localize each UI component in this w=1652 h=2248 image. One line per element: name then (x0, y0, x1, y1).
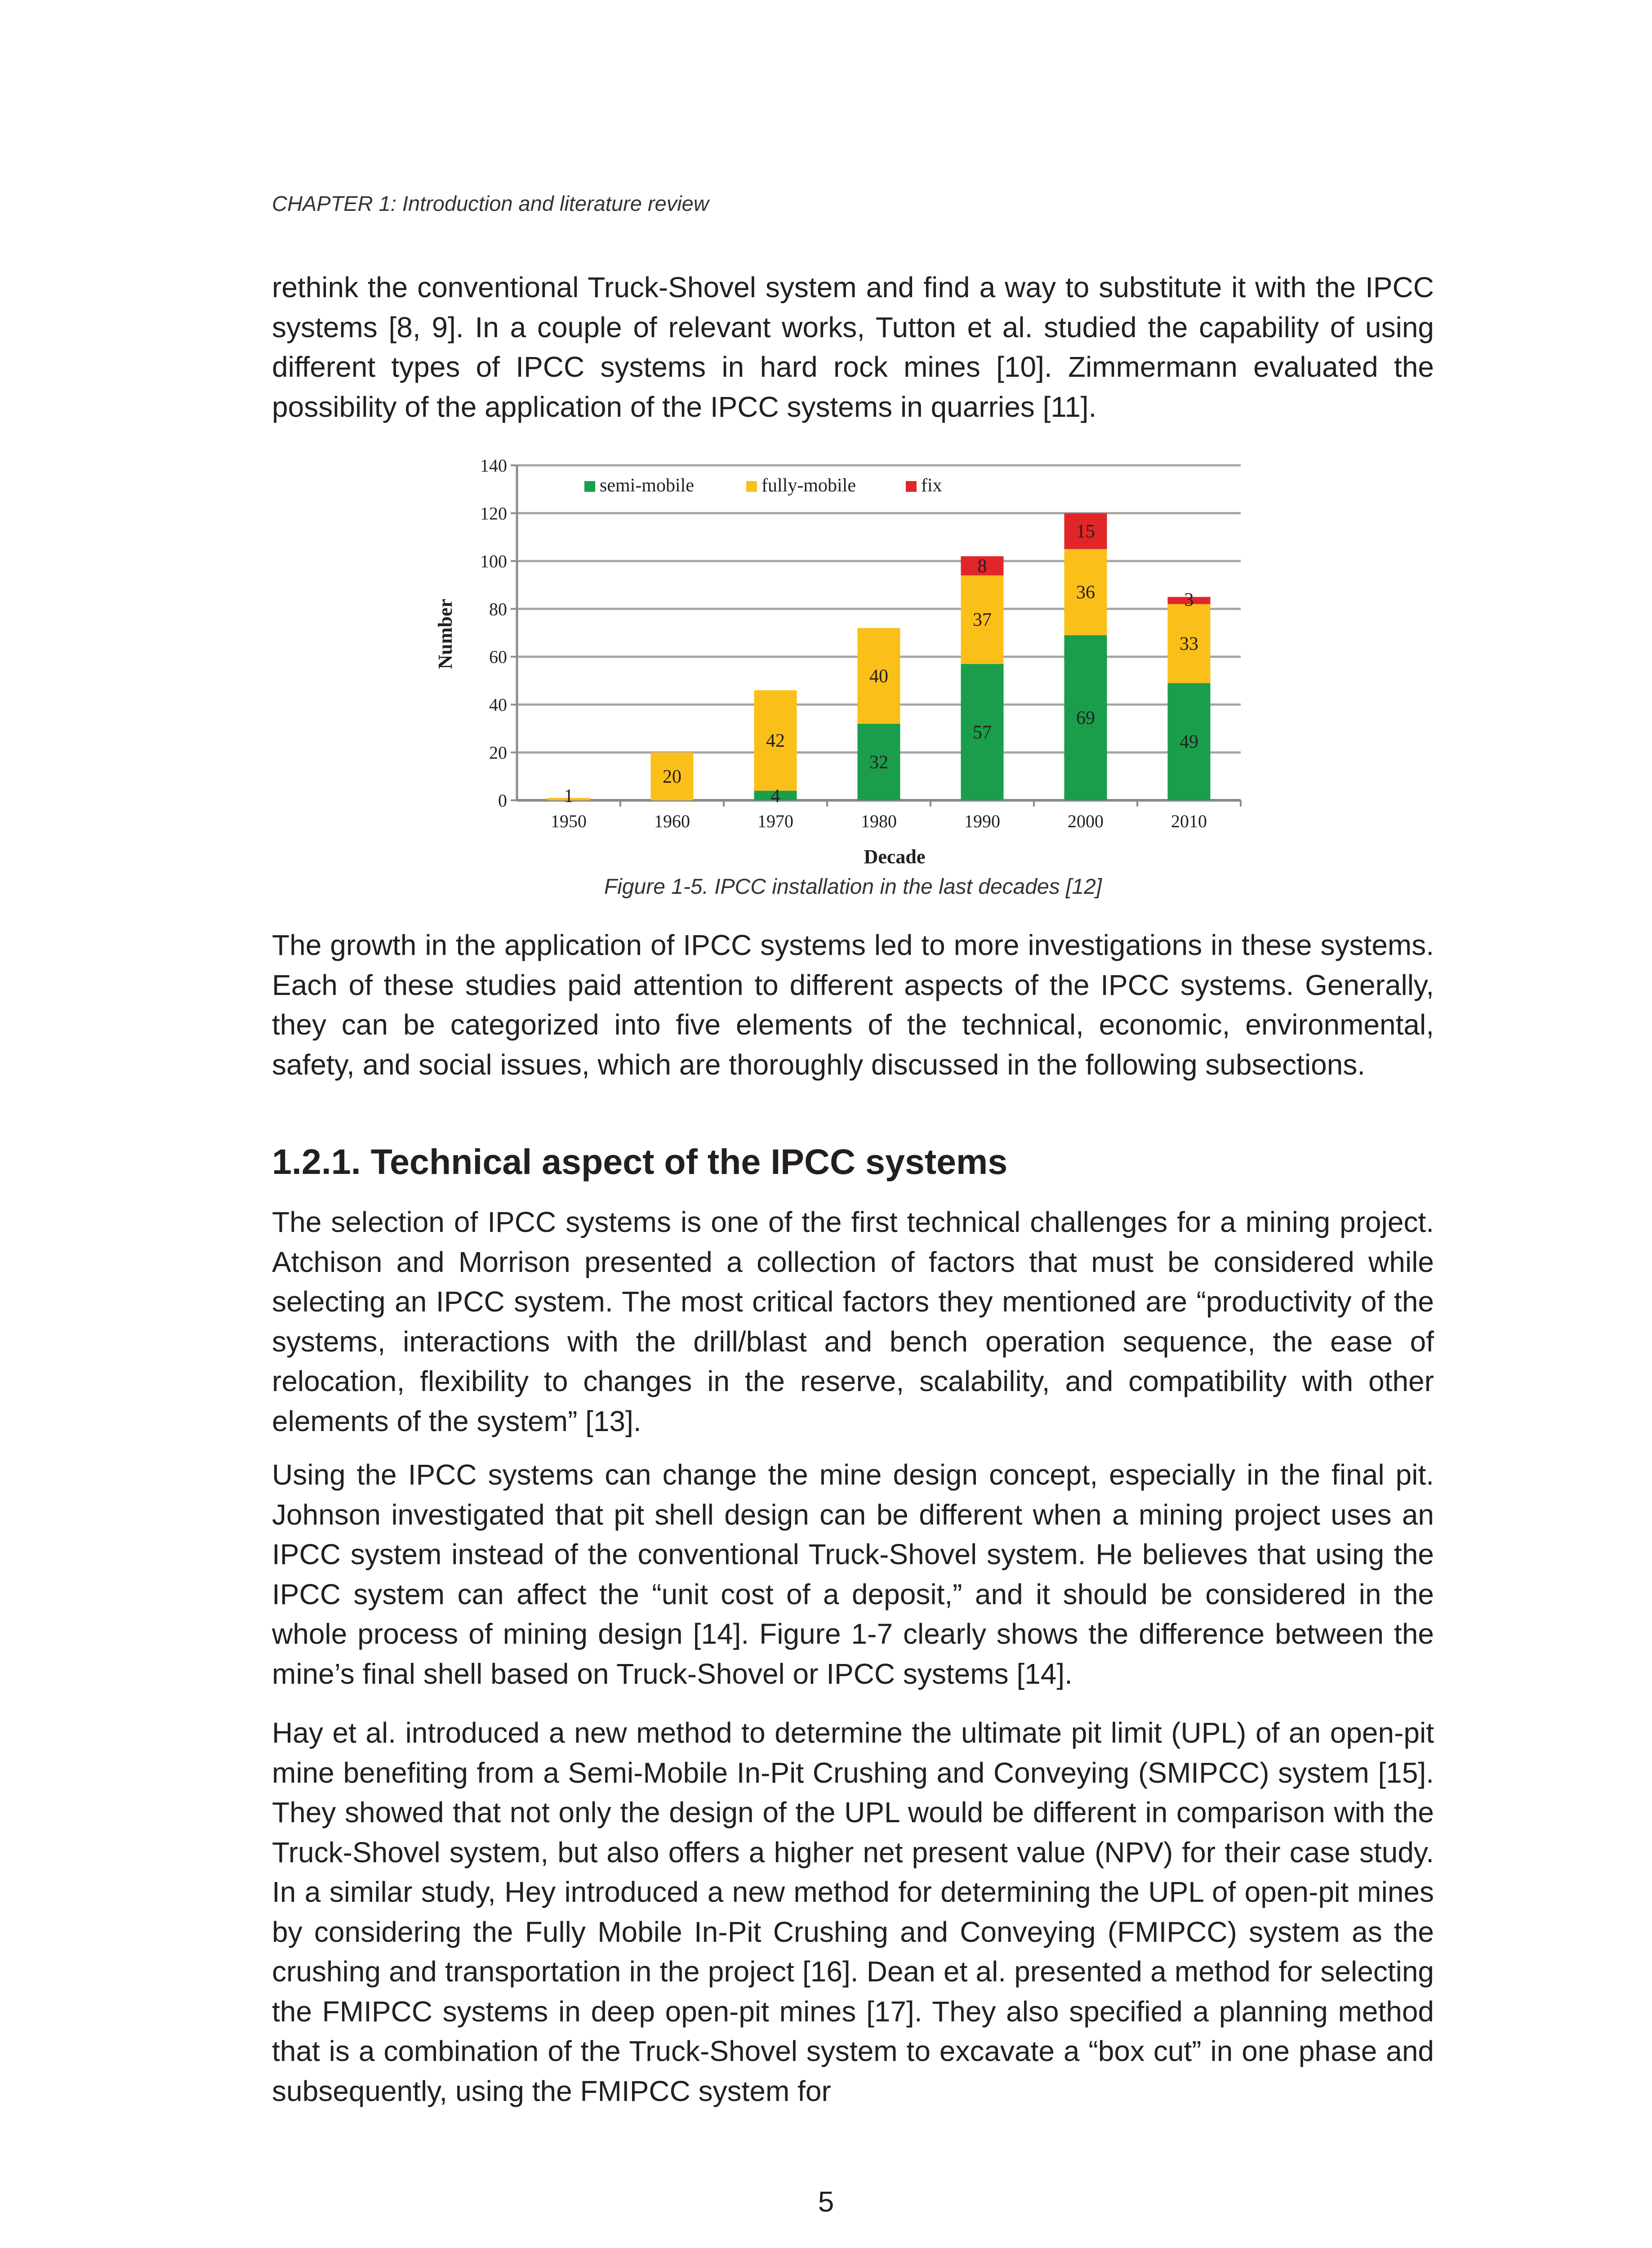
y-tick-label: 120 (480, 503, 507, 524)
data-label: 42 (766, 730, 785, 751)
data-label: 36 (1076, 582, 1095, 603)
y-tick-label: 60 (489, 647, 507, 667)
x-tick-label: 2000 (1068, 811, 1104, 831)
data-label: 20 (663, 766, 681, 787)
y-tick-label: 80 (489, 599, 507, 620)
paragraph-1: rethink the conventional Truck-Shovel system and find a way to substitute it with the IPCC systems [8, 9]. In a couple of relevant works, Tutton et al. studied the capability of using different types of IPCC systems in hard rock mines [10]. Zimmermann evaluated the possibility of the application of the IPCC systems in quarries [11]. (272, 271, 1434, 423)
x-tick-label: 1950 (551, 811, 587, 831)
data-label: 15 (1076, 521, 1095, 542)
data-label: 40 (869, 666, 888, 687)
data-label: 3 (1184, 589, 1194, 611)
data-label: 1 (564, 786, 574, 807)
y-axis-label: Number (434, 598, 456, 669)
running-header: CHAPTER 1: Introduction and literature review (272, 192, 709, 215)
legend-label-fully-mobile: fully-mobile (761, 475, 856, 496)
data-label: 37 (973, 610, 992, 631)
ipcc-installation-chart (423, 445, 1263, 877)
data-label: 49 (1180, 731, 1198, 753)
legend-swatch-fix (906, 481, 917, 492)
y-tick-label: 140 (480, 455, 507, 476)
legend-swatch-fully-mobile (746, 481, 757, 492)
paragraph-2: The growth in the application of IPCC systems led to more investigations in these systems. Each of these studies paid attention to different aspects of the IPCC systems. Generally, they can be categorized into five elements of the technical, economic, environmental, safety, and social issues, which are thoroughly discussed in the following subsections. (272, 929, 1434, 1081)
y-tick-label: 20 (489, 742, 507, 763)
data-label: 32 (869, 752, 888, 773)
figure-caption: Figure 1-5. IPCC installation in the last decades [12] (604, 875, 1102, 899)
data-label: 57 (973, 722, 992, 743)
data-label: 69 (1076, 708, 1095, 729)
section-heading: 1.2.1. Technical aspect of the IPCC systems (272, 1142, 1008, 1182)
paragraph-3: The selection of IPCC systems is one of the first technical challenges for a mining project. Atchison and Morrison presented a collection of factors that must be considered while selecting an IPCC system. The most critical factors they mentioned are “productivity of the systems, interactions with the drill/blast and bench operation sequence, the ease of relocation, flexibility to changes in the reserve, scalability, and compatibility with other elements of the system” [13]. (272, 1206, 1434, 1437)
y-tick-label: 100 (480, 551, 507, 571)
x-axis-ticks (551, 800, 1241, 831)
legend-swatch-semi-mobile (584, 481, 595, 492)
legend-label-semi-mobile: semi-mobile (600, 475, 694, 496)
y-axis-ticks (480, 455, 507, 811)
y-tick-label: 0 (498, 790, 507, 811)
data-label: 4 (770, 786, 780, 807)
x-tick-label: 1960 (654, 811, 690, 831)
x-tick-label: 1980 (861, 811, 897, 831)
y-tick-label: 40 (489, 695, 507, 715)
paragraph-5: Hay et al. introduced a new method to determine the ultimate pit limit (UPL) of an open-pit mine benefiting from a Semi-Mobile In-Pit Crushing and Conveying (SMIPCC) system [15]. They showed that not only the design of the UPL would be different in comparison with the Truck-Shovel system, but also offers a higher net present value (NPV) for their case study. In a similar study, Hey introduced a new method for determining the UPL of open-pit mines by considering the Fully Mobile In-Pit Crushing and Conveying (FMIPCC) system as the crushing and transportation in the project [16]. Dean et al. presented a method for selecting the FMIPCC systems in deep open-pit mines [17]. They also specified a planning method that is a combination of the Truck-Shovel system to excavate a “box cut” in one phase and subsequently, using the FMIPCC system for (272, 1717, 1434, 2107)
x-tick-label: 2010 (1171, 811, 1207, 831)
page-number: 5 (818, 2186, 834, 2218)
x-axis-label: Decade (864, 846, 926, 868)
legend (584, 475, 942, 496)
paragraph-4: Using the IPCC systems can change the mine design concept, especially in the final pit. Johnson investigated that pit shell design can be different when a mining project uses an IPCC system instead of the conventional Truck-Shovel system. He believes that using the IPCC system can affect the “unit cost of a deposit,” and it should be considered in the whole process of mining design [14]. Figure 1-7 clearly shows the difference between the mine’s final shell based on Truck-Shovel or IPCC systems [14]. (272, 1459, 1434, 1690)
legend-label-fix: fix (921, 475, 942, 496)
data-label: 33 (1180, 633, 1198, 655)
data-label: 8 (977, 556, 987, 577)
x-tick-label: 1970 (757, 811, 793, 831)
x-tick-label: 1990 (964, 811, 1000, 831)
